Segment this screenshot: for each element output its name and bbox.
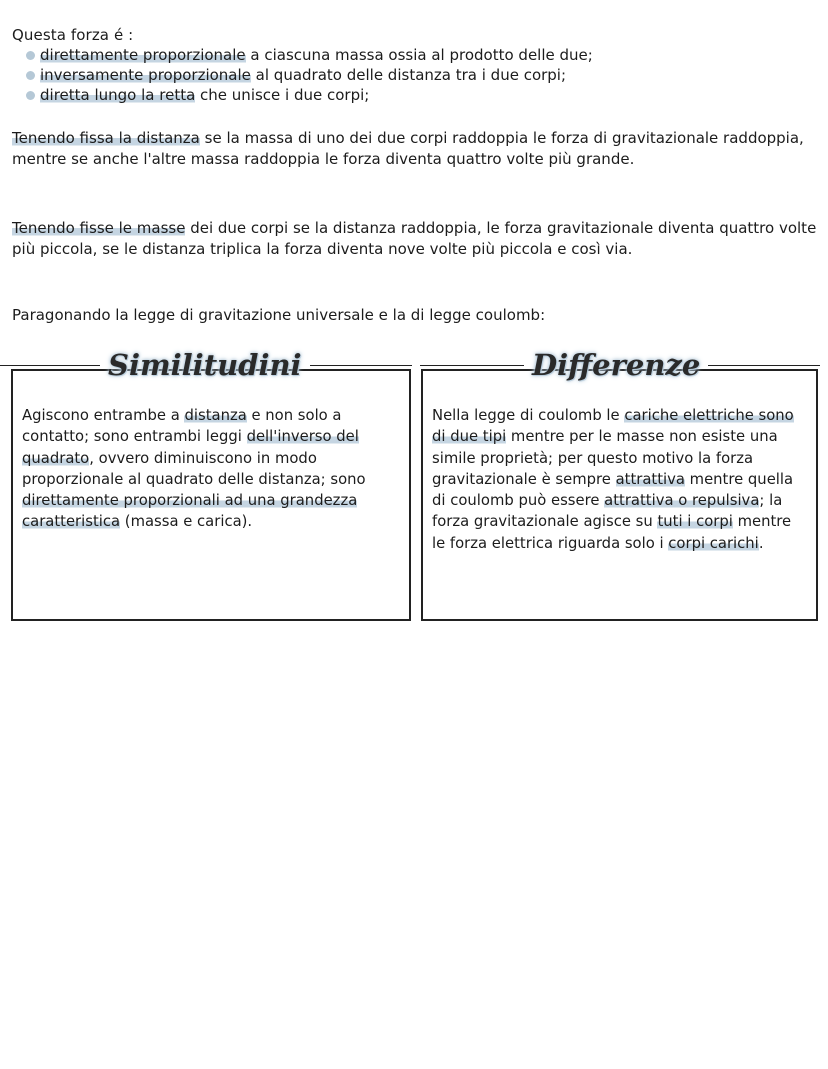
list-item	[26, 85, 593, 105]
similitudini-title: Similitudini	[108, 348, 302, 382]
heading-rule	[0, 365, 100, 366]
highlighted-text: dell'inverso del quadrato	[22, 428, 359, 467]
item-text: a ciascuna massa ossia al prodotto delle due;	[245, 46, 593, 64]
highlighted-text: tuti i corpi	[657, 513, 733, 531]
differenze-text	[423, 371, 816, 554]
bullet-dot-icon	[26, 91, 35, 100]
intro-line: Questa forza é :	[12, 26, 134, 44]
highlighted-text: direttamente proporzionali ad una grandezza caratteristica	[22, 492, 358, 531]
list-item	[26, 45, 593, 65]
heading-rule	[310, 365, 412, 366]
item-text: al quadrato delle distanza tra i due corpi;	[250, 66, 567, 84]
highlighted-text: direttamente proporzionale	[40, 46, 246, 64]
highlighted-text: Tenendo fisse le masse	[12, 219, 186, 237]
paragraph-fixed-masses	[12, 218, 818, 260]
highlighted-text: inversamente proporzionale	[40, 66, 251, 84]
highlighted-text: distanza	[184, 407, 247, 424]
box-text-part: e non solo a contatto; sono entrambi leggi	[22, 407, 342, 446]
property-list	[26, 45, 593, 105]
box-text-part: (massa e carica).	[120, 513, 253, 531]
paragraph-comparison: Paragonando la legge di gravitazione universale e la di legge coulomb:	[12, 306, 546, 324]
similitudini-text	[13, 371, 409, 533]
box-text-part: mentre le forza elettrica riguarda solo i	[432, 513, 792, 552]
paragraph-fixed-distance	[12, 128, 818, 170]
highlighted-text: cariche elettriche sono di due tipi	[432, 407, 794, 446]
item-text: che unisce i due corpi;	[195, 86, 370, 104]
highlighted-text: Tenendo fissa la distanza	[12, 129, 200, 147]
box-text-part: .	[758, 534, 764, 552]
heading-rule	[420, 365, 524, 366]
highlighted-text: corpi carichi	[668, 534, 759, 552]
box-text-part: ; la forza gravitazionale agisce su	[432, 492, 783, 531]
box-text-part: Agiscono entrambe a	[22, 407, 185, 424]
box-text-part: , ovvero diminuiscono in modo proporzionale al quadrato delle distanza; sono	[22, 449, 366, 488]
list-item	[26, 65, 593, 85]
similitudini-heading	[0, 344, 412, 386]
bullet-dot-icon	[26, 51, 35, 60]
highlighted-text: diretta lungo la retta	[40, 86, 196, 104]
differenze-title: Differenze	[532, 348, 701, 382]
similitudini-box	[11, 369, 411, 621]
differenze-box	[421, 369, 818, 621]
box-text-part: Nella legge di coulomb le	[432, 407, 625, 424]
paragraph-text: se la massa di uno dei due corpi raddoppia le forza di gravitazionale raddoppia, mentre se anche l'altre massa raddoppia le forza diventa quattro volte più grande.	[12, 129, 804, 168]
heading-rule	[708, 365, 820, 366]
highlighted-text: attrattiva	[615, 470, 685, 488]
paragraph-text: dei due corpi se la distanza raddoppia, le forza gravitazionale diventa quattro volte più piccola, se le distanza triplica la forza diventa nove volte più piccola e così via.	[12, 219, 817, 258]
bullet-dot-icon	[26, 71, 35, 80]
differenze-heading	[420, 344, 820, 386]
box-text-part: mentre quella di coulomb può essere	[432, 470, 794, 510]
box-text-part: mentre per le masse non esiste una simile proprietà; per questo motivo la forza gravitazionale è sempre	[432, 428, 778, 488]
highlighted-text: attrattiva o repulsiva	[604, 492, 760, 510]
